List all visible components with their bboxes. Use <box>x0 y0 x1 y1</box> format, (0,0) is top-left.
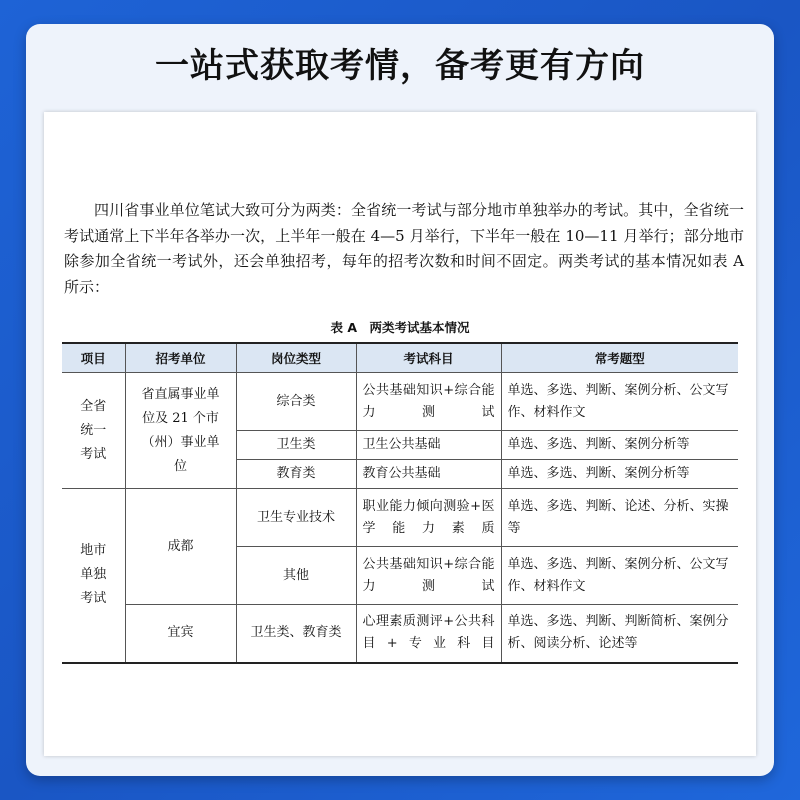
promo-card <box>26 24 774 776</box>
exam-table <box>62 342 738 664</box>
post-cell: 卫生类、教育类 <box>236 605 356 663</box>
subject-cell: 教育公共基础 <box>356 460 501 489</box>
types-cell: 单选、多选、判断、论述、分析、实操等 <box>501 489 738 547</box>
group-item-provincial: 全省统一考试 <box>62 373 125 489</box>
table-row <box>62 605 738 663</box>
post-cell: 教育类 <box>236 460 356 489</box>
document-page <box>44 112 756 756</box>
headline: 一站式获取考情，备考更有方向 <box>155 46 645 86</box>
types-cell: 单选、多选、判断、判断简析、案例分析、阅读分析、论述等 <box>501 605 738 663</box>
post-cell: 其他 <box>236 547 356 605</box>
types-cell: 单选、多选、判断、案例分析、公文写作、材料作文 <box>501 547 738 605</box>
subject-cell: 公共基础知识+综合能力测试 <box>356 373 501 431</box>
post-cell: 卫生类 <box>236 431 356 460</box>
group-item-city: 地市单独考试 <box>62 489 125 663</box>
subject-cell: 卫生公共基础 <box>356 431 501 460</box>
table-row <box>62 489 738 547</box>
group-unit-chengdu: 成都 <box>125 489 236 605</box>
table-caption: 表 A 两类考试基本情况 <box>330 320 470 335</box>
subject-cell: 公共基础知识+综合能力测试 <box>356 547 501 605</box>
group-unit-provincial: 省直属事业单位及 21 个市（州）事业单位 <box>125 373 236 489</box>
types-cell: 单选、多选、判断、案例分析等 <box>501 431 738 460</box>
table-header-row <box>62 343 738 373</box>
header-types: 常考题型 <box>501 343 738 373</box>
header-post: 岗位类型 <box>236 343 356 373</box>
types-cell: 单选、多选、判断、案例分析、公文写作、材料作文 <box>501 373 738 431</box>
types-cell: 单选、多选、判断、案例分析等 <box>501 460 738 489</box>
intro-paragraph: 四川省事业单位笔试大致可分为两类：全省统一考试与部分地市单独举办的考试。其中，全省统一考试通常上下半年各举办一次，上半年一般在 4—5 月举行，下半年一般在 10—11 月举行；部分地市除参加全省统一考试外，还会单独招考，每年的招考次数和时间不固定。两类考试的基本情况如表 A 所示： <box>64 201 744 296</box>
post-cell: 卫生专业技术 <box>236 489 356 547</box>
post-cell: 综合类 <box>236 373 356 431</box>
subject-cell: 职业能力倾向测验+医学能力素质 <box>356 489 501 547</box>
header-subject: 考试科目 <box>356 343 501 373</box>
header-item: 项目 <box>62 343 125 373</box>
header-unit: 招考单位 <box>125 343 236 373</box>
group-unit-yibin: 宜宾 <box>125 605 236 663</box>
subject-cell: 心理素质测评+公共科目+专业科目 <box>356 605 501 663</box>
table-row <box>62 373 738 431</box>
